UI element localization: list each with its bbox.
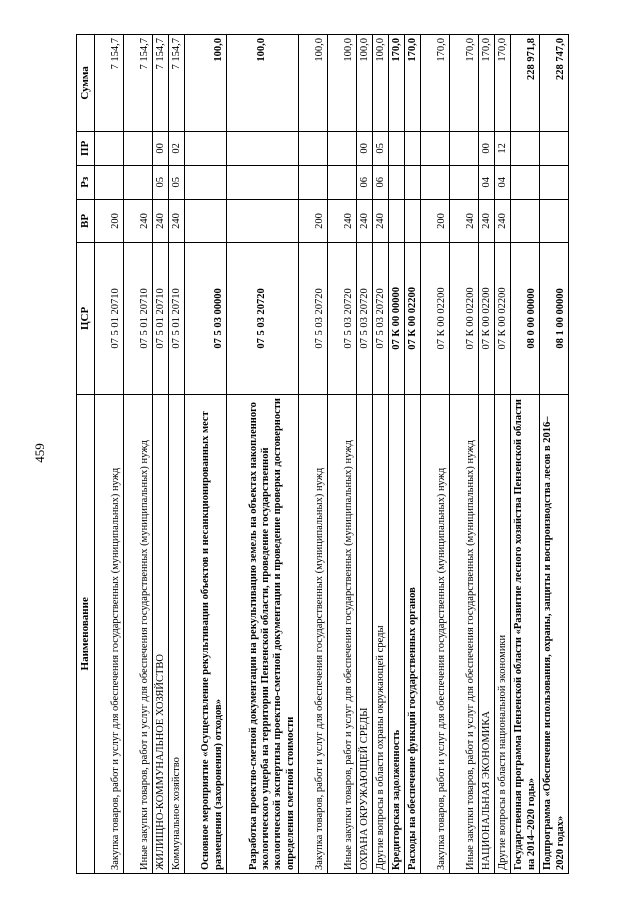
cell-vr: 240 — [372, 199, 388, 243]
cell-vr: 200 — [94, 199, 123, 243]
table-row — [226, 35, 298, 874]
cell-pr — [510, 131, 539, 165]
table-row — [152, 35, 168, 874]
cell-vr — [226, 199, 298, 243]
cell-rz: 06 — [356, 165, 372, 199]
cell-pr: 12 — [494, 131, 510, 165]
cell-rz — [184, 165, 226, 199]
cell-rz: 04 — [478, 165, 494, 199]
cell-vr: 240 — [168, 199, 184, 243]
cell-vr: 240 — [123, 199, 152, 243]
cell-name: ЖИЛИЩНО-КОММУНАЛЬНОЕ ХОЗЯЙСТВО — [152, 394, 168, 873]
cell-rz: 05 — [168, 165, 184, 199]
header-vr: ВР — [77, 199, 95, 243]
table-header-row — [77, 35, 95, 874]
table-row — [449, 35, 478, 874]
cell-rz — [298, 165, 327, 199]
cell-rz — [226, 165, 298, 199]
cell-name: Основное мероприятие «Осуществление рекультивации объектов и несанкционированных мест размещения (захоронения) отходов» — [184, 394, 226, 873]
table-row — [494, 35, 510, 874]
cell-name: Государственная программа Пензенской области «Развитие лесного хозяйства Пензенской области на 2014–2020 годы» — [510, 394, 539, 873]
cell-rz — [510, 165, 539, 199]
cell-vr — [184, 199, 226, 243]
header-csr: ЦСР — [77, 243, 95, 394]
cell-pr — [539, 131, 568, 165]
cell-rz — [94, 165, 123, 199]
cell-sum: 170,0 — [388, 35, 404, 132]
table-row — [478, 35, 494, 874]
header-name: Наименование — [77, 394, 95, 873]
cell-pr — [298, 131, 327, 165]
table-row — [184, 35, 226, 874]
cell-csr: 07 5 03 20720 — [226, 243, 298, 394]
cell-vr — [510, 199, 539, 243]
cell-csr: 07 5 03 20720 — [327, 243, 356, 394]
cell-vr: 200 — [298, 199, 327, 243]
cell-pr: 00 — [478, 131, 494, 165]
cell-csr: 07 5 01 20710 — [123, 243, 152, 394]
cell-name: Подпрограмма «Обеспечение использования, охраны, защиты и воспроизводства лесов в 2016–2020 годах» — [539, 394, 568, 873]
cell-csr: 07 5 03 20720 — [372, 243, 388, 394]
cell-vr — [388, 199, 404, 243]
cell-sum: 7 154,7 — [94, 35, 123, 132]
cell-csr: 07 К 00 02200 — [420, 243, 449, 394]
page-number: 459 — [32, 443, 47, 463]
cell-name: Иные закупки товаров, работ и услуг для обеспечения государственных (муниципальных) нужд — [123, 394, 152, 873]
budget-table — [76, 34, 569, 874]
cell-vr: 200 — [420, 199, 449, 243]
cell-pr — [388, 131, 404, 165]
cell-csr: 07 5 01 20710 — [152, 243, 168, 394]
cell-name: Расходы на обеспечение функций государственных органов — [404, 394, 420, 873]
cell-pr — [123, 131, 152, 165]
cell-pr — [420, 131, 449, 165]
cell-name: НАЦИОНАЛЬНАЯ ЭКОНОМИКА — [478, 394, 494, 873]
cell-sum: 228 747,0 — [539, 35, 568, 132]
cell-pr — [226, 131, 298, 165]
cell-rz: 04 — [494, 165, 510, 199]
table-row — [123, 35, 152, 874]
cell-csr: 07 5 01 20710 — [168, 243, 184, 394]
cell-name: Другие вопросы в области национальной экономики — [494, 394, 510, 873]
cell-rz: 06 — [372, 165, 388, 199]
cell-pr — [449, 131, 478, 165]
rotated-page-content — [76, 34, 569, 874]
cell-csr: 07 5 03 20720 — [298, 243, 327, 394]
cell-name: Другие вопросы в области охраны окружающей среды — [372, 394, 388, 873]
table-row — [372, 35, 388, 874]
cell-csr: 07 К 00 02200 — [449, 243, 478, 394]
table-row — [327, 35, 356, 874]
table-row — [356, 35, 372, 874]
cell-csr: 07 К 00 02200 — [478, 243, 494, 394]
cell-pr: 05 — [372, 131, 388, 165]
cell-csr: 08 1 00 00000 — [539, 243, 568, 394]
cell-rz — [388, 165, 404, 199]
cell-rz — [123, 165, 152, 199]
cell-sum: 100,0 — [184, 35, 226, 132]
cell-sum: 100,0 — [226, 35, 298, 132]
cell-csr: 08 0 00 00000 — [510, 243, 539, 394]
cell-csr: 07 5 03 20720 — [356, 243, 372, 394]
cell-pr — [184, 131, 226, 165]
cell-name: Разработка проектно-сметной документации на рекультивацию земель на объектах накопленного экологического ущерба на территории Пензенской области, проведение государственной экологической экспертизы проектно-сметной документации и проведение проверки достоверности определения сметной стоимости — [226, 394, 298, 873]
cell-vr: 240 — [356, 199, 372, 243]
cell-sum: 100,0 — [298, 35, 327, 132]
cell-sum: 7 154,7 — [123, 35, 152, 132]
cell-rz — [539, 165, 568, 199]
table-row — [388, 35, 404, 874]
table-row — [539, 35, 568, 874]
cell-name: Иные закупки товаров, работ и услуг для обеспечения государственных (муниципальных) нужд — [327, 394, 356, 873]
cell-sum: 100,0 — [327, 35, 356, 132]
cell-name: Коммунальное хозяйство — [168, 394, 184, 873]
cell-csr: 07 К 00 02200 — [494, 243, 510, 394]
table-row — [510, 35, 539, 874]
cell-pr: 02 — [168, 131, 184, 165]
cell-sum: 170,0 — [420, 35, 449, 132]
cell-vr: 240 — [449, 199, 478, 243]
cell-name: Иные закупки товаров, работ и услуг для обеспечения государственных (муниципальных) нужд — [449, 394, 478, 873]
header-pr: ПР — [77, 131, 95, 165]
cell-csr: 07 5 01 20710 — [94, 243, 123, 394]
cell-sum: 100,0 — [356, 35, 372, 132]
cell-name: Закупка товаров, работ и услуг для обеспечения государственных (муниципальных) нужд — [420, 394, 449, 873]
cell-csr: 07 К 00 02200 — [404, 243, 420, 394]
cell-sum: 170,0 — [494, 35, 510, 132]
cell-pr — [327, 131, 356, 165]
cell-sum: 7 154,7 — [168, 35, 184, 132]
cell-rz — [327, 165, 356, 199]
cell-sum: 170,0 — [478, 35, 494, 132]
header-rz: Рз — [77, 165, 95, 199]
cell-vr: 240 — [327, 199, 356, 243]
table-row — [94, 35, 123, 874]
cell-sum: 170,0 — [449, 35, 478, 132]
cell-vr: 240 — [152, 199, 168, 243]
cell-sum: 7 154,7 — [152, 35, 168, 132]
table-row — [420, 35, 449, 874]
table-row — [298, 35, 327, 874]
cell-name: ОХРАНА ОКРУЖАЮЩЕЙ СРЕДЫ — [356, 394, 372, 873]
cell-csr: 07 К 00 00000 — [388, 243, 404, 394]
cell-name: Кредиторская задолженность — [388, 394, 404, 873]
table-row — [168, 35, 184, 874]
cell-name: Закупка товаров, работ и услуг для обеспечения государственных (муниципальных) нужд — [94, 394, 123, 873]
cell-rz — [404, 165, 420, 199]
cell-pr — [94, 131, 123, 165]
table-row — [404, 35, 420, 874]
cell-rz — [449, 165, 478, 199]
cell-pr: 00 — [356, 131, 372, 165]
cell-vr — [539, 199, 568, 243]
cell-vr — [404, 199, 420, 243]
cell-vr: 240 — [478, 199, 494, 243]
cell-pr — [404, 131, 420, 165]
cell-rz — [420, 165, 449, 199]
cell-csr: 07 5 03 00000 — [184, 243, 226, 394]
cell-name: Закупка товаров, работ и услуг для обеспечения государственных (муниципальных) нужд — [298, 394, 327, 873]
header-sum: Сумма — [77, 35, 95, 132]
cell-sum: 100,0 — [372, 35, 388, 132]
cell-sum: 170,0 — [404, 35, 420, 132]
cell-sum: 228 971,8 — [510, 35, 539, 132]
cell-pr: 00 — [152, 131, 168, 165]
cell-rz: 05 — [152, 165, 168, 199]
cell-vr: 240 — [494, 199, 510, 243]
